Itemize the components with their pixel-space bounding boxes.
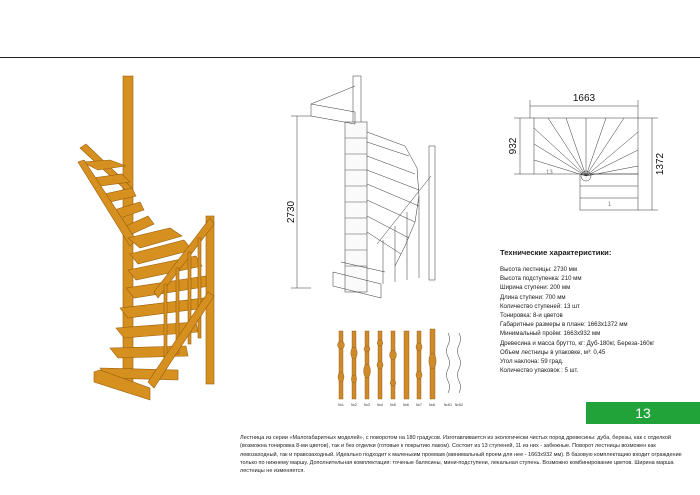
specifications-title: Технические характеристики: (500, 248, 612, 257)
product-description: Лестница из серии «Малогабаритных моделей», с поворотом на 180 градусов. Изготавливается из экологически чистых пород древесины: дуба, березы, как с отделкой (возможна тонировка 8-ми цветов), так и без отделки (готовые к покрытию лаком). Состоит из 13 ступеней, 11 из них - забежные. Поворот лестницы возможен как левозаходный, так и правозаходный. Идеально подходит к маленьким проемам (минимальный проем для нее - 1663x932 мм). В базовую комплектацию входит ограждение только по нижнему маршу. Дополнительная комплектация: точеные балясины, мини-подступени, лекальная ступень. Возможно комбинирование цветов. Ширина марша лестницы не изменяется. (240, 435, 682, 475)
staircase-render (70, 70, 240, 415)
plan-length-label: 1372 (655, 152, 666, 176)
page-number: 13 (635, 405, 651, 421)
baluster-code: №К2 (455, 403, 463, 407)
spec-line: Габаритные размеры в плане: 1663x1372 мм (500, 321, 628, 329)
page-number-badge (586, 402, 700, 424)
spec-line: Объем лестницы в упаковке, м³: 0,45 (500, 348, 606, 356)
plan-width-label: 1663 (572, 93, 596, 104)
baluster-code: №К1 (444, 403, 452, 407)
baluster-code: №5 (390, 403, 396, 407)
spec-line: Древесина и масса брутто, кг: Дуб-180кг, Береза-160кг (500, 339, 655, 347)
specifications-block (500, 248, 700, 375)
baluster-code: №8 (429, 403, 435, 407)
plan-step-top-label: 13 (546, 170, 553, 176)
baluster-code: №6 (403, 403, 409, 407)
header-divider (0, 57, 700, 58)
baluster-code: №1 (338, 403, 344, 407)
elevation-height-label: 2730 (286, 200, 297, 224)
spec-line: Ширина ступени: 200 мм (500, 284, 571, 292)
spec-line: Высота подступенка: 210 мм (500, 275, 582, 283)
plan-depth-label: 932 (508, 137, 519, 155)
baluster-code: №3 (364, 403, 370, 407)
spec-line: Угол наклона: 59 град. (500, 358, 564, 366)
plan-step-bottom-label: 1 (608, 202, 612, 208)
baluster-code: №7 (416, 403, 422, 407)
elevation-drawing (285, 72, 445, 312)
spec-line: Высота лестницы: 2730 мм (500, 266, 578, 273)
spec-line: Минимальный проём: 1663x932 мм (500, 330, 601, 338)
plan-drawing (500, 88, 675, 218)
baluster-code: №2 (351, 403, 357, 407)
balusters-strip (335, 325, 470, 410)
spec-line: Длина ступени: 700 мм (500, 293, 566, 301)
baluster-code: №4 (377, 403, 383, 407)
spec-line: Тонировка: 8-и цветов (500, 312, 563, 320)
spec-line: Количество ступеней: 13 шт (500, 302, 580, 310)
spec-line: Количество упаковок : 5 шт. (500, 367, 579, 375)
